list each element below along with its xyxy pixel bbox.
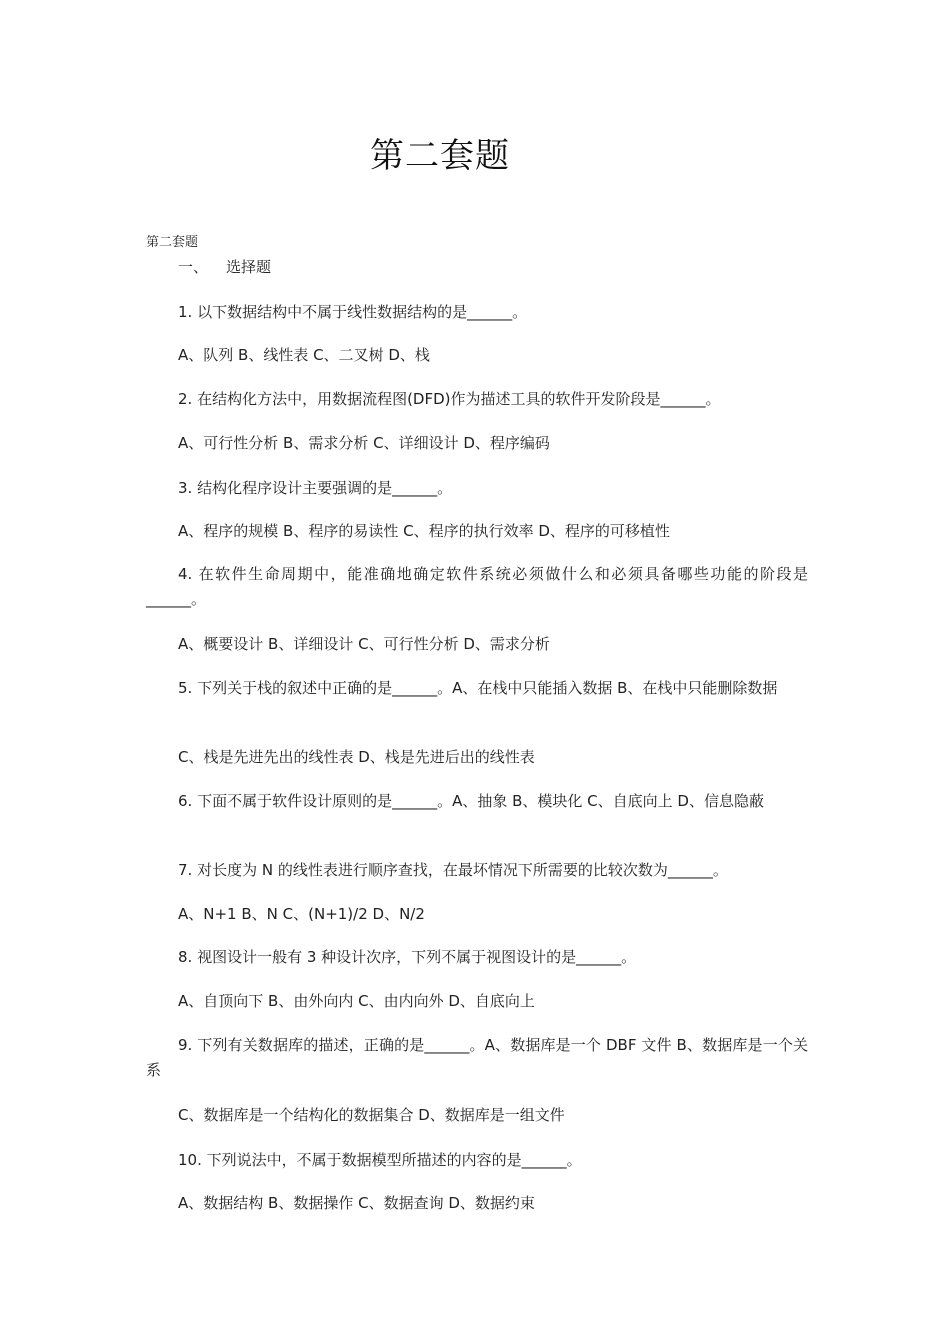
question-4-options: A、概要设计 B、详细设计 C、可行性分析 D、需求分析 xyxy=(178,635,550,653)
question-9-options: C、数据库是一个结构化的数据集合 D、数据库是一组文件 xyxy=(178,1106,565,1124)
question-4: 4. 在软件生命周期中，能准确地确定软件系统必须做什么和必须具备哪些功能的阶段是______。 xyxy=(146,565,808,608)
question-2: 2. 在结构化方法中，用数据流程图(DFD)作为描述工具的软件开发阶段是______。 xyxy=(178,390,721,408)
document-subtitle: 第二套题 xyxy=(146,235,199,250)
question-7: 7. 对长度为 N 的线性表进行顺序查找，在最坏情况下所需要的比较次数为______。 xyxy=(178,861,728,879)
question-3: 3. 结构化程序设计主要强调的是______。 xyxy=(178,479,453,497)
document-title: 第二套题 xyxy=(370,136,510,176)
question-10-options: A、数据结构 B、数据操作 C、数据查询 D、数据约束 xyxy=(178,1194,535,1212)
question-2-options: A、可行性分析 B、需求分析 C、详细设计 D、程序编码 xyxy=(178,434,550,452)
question-10: 10. 下列说法中，不属于数据模型所描述的内容的是______。 xyxy=(178,1151,582,1169)
question-8: 8. 视图设计一般有 3 种设计次序，下列不属于视图设计的是______。 xyxy=(178,948,637,966)
question-5: 5. 下列关于栈的叙述中正确的是______。A、在栈中只能插入数据 B、在栈中只能删除数据 xyxy=(178,679,778,697)
question-1-options: A、队列 B、线性表 C、二叉树 D、栈 xyxy=(178,346,430,364)
section-heading xyxy=(178,257,271,277)
section-number: 一、 xyxy=(178,258,209,276)
question-9: 9. 下列有关数据库的描述，正确的是______。A、数据库是一个 DBF 文件 B、数据库是一个关系 xyxy=(146,1036,808,1079)
question-5-options: C、栈是先进先出的线性表 D、栈是先进后出的线性表 xyxy=(178,748,535,766)
question-3-options: A、程序的规模 B、程序的易读性 C、程序的执行效率 D、程序的可移植性 xyxy=(178,522,670,540)
section-label: 选择题 xyxy=(226,258,272,276)
question-8-options: A、自顶向下 B、由外向内 C、由内向外 D、自底向上 xyxy=(178,992,535,1010)
question-7-options: A、N+1 B、N C、(N+1)/2 D、N/2 xyxy=(178,905,425,923)
question-6: 6. 下面不属于软件设计原则的是______。A、抽象 B、模块化 C、自底向上 D、信息隐蔽 xyxy=(178,792,764,810)
question-1: 1. 以下数据结构中不属于线性数据结构的是______。 xyxy=(178,303,528,321)
